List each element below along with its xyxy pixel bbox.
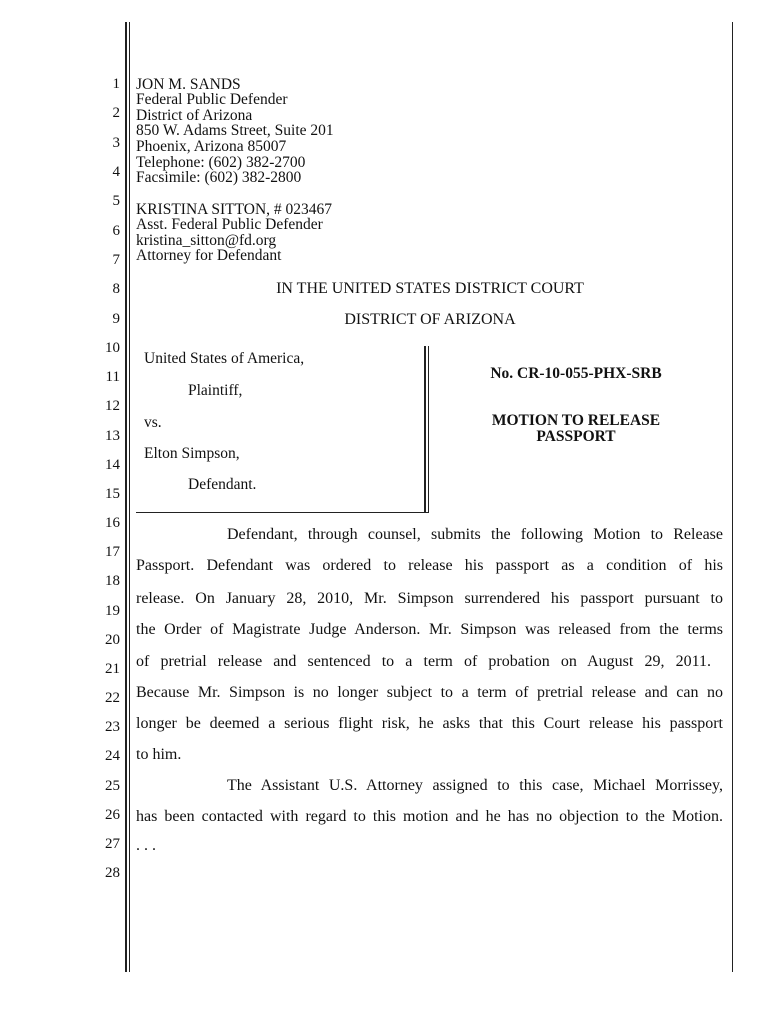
defender-name: JON M. SANDS [136,76,241,93]
attorney-name: KRISTINA SITTON, # 023467 [136,201,333,218]
attorney-title: Asst. Federal Public Defender [136,216,323,233]
line-number: 6 [112,223,120,239]
line-number: 5 [112,193,120,209]
motion-title-line1: MOTION TO RELEASE [491,412,661,429]
line-number: 8 [112,281,120,297]
line-number: 2 [112,105,120,121]
line-number: 21 [105,661,120,677]
defendant-label: Defendant. [188,476,257,493]
line-number: 1 [112,76,120,92]
line-number: 28 [105,865,120,881]
caption-bottom-rule [136,512,429,513]
defendant-name: Elton Simpson, [144,445,240,462]
left-margin-rule-outer [125,22,127,972]
caption-divider-inner [428,346,429,512]
defender-district: District of Arizona [136,107,253,124]
plaintiff-label: Plaintiff, [188,382,243,399]
facsimile: Facsimile: (602) 382-2800 [136,169,302,186]
paragraph-2-line: The Assistant U.S. Attorney assigned to this case, Michael Morrissey, [227,777,723,794]
line-number: 19 [105,603,120,619]
paragraph-1-line: of pretrial release and sentenced to a term of probation on August 29, 2011. [136,653,711,670]
court-name: IN THE UNITED STATES DISTRICT COURT [276,280,584,297]
line-number: 9 [112,311,120,327]
paragraph-1-line: Because Mr. Simpson is no longer subject to a term of pretrial release and can no [136,684,723,701]
line-number: 26 [105,807,120,823]
paragraph-1-line: the Order of Magistrate Judge Anderson. Mr. Simpson was released from the terms [136,621,723,638]
ellipsis: . . . [136,837,156,854]
motion-title-line2: PASSPORT [536,428,616,445]
line-number: 15 [105,486,120,502]
line-number: 23 [105,719,120,735]
attorney-role: Attorney for Defendant [136,247,282,264]
line-number: 10 [105,340,120,356]
attorney-email: kristina_sitton@fd.org [136,232,277,249]
line-number: 27 [105,836,120,852]
line-number: 11 [105,369,120,385]
line-number: 14 [105,457,120,473]
line-number: 16 [105,515,120,531]
telephone: Telephone: (602) 382-2700 [136,154,306,171]
line-number: 18 [105,573,120,589]
paragraph-1-line: to him. [136,746,182,763]
paragraph-1-line: Passport. Defendant was ordered to release his passport as a condition of his [136,557,723,574]
paragraph-1-line: longer be deemed a serious flight risk, he asks that this Court release his passport [136,715,723,732]
right-margin-rule [732,22,733,972]
line-number: 7 [112,252,120,268]
line-number: 22 [105,690,120,706]
defender-title: Federal Public Defender [136,91,288,108]
plaintiff-name: United States of America, [144,350,305,367]
caption-divider-outer [424,346,426,512]
paragraph-1-line: Defendant, through counsel, submits the following Motion to Release [227,526,723,543]
court-district: DISTRICT OF ARIZONA [344,311,516,328]
line-number: 4 [112,164,120,180]
line-number: 13 [105,428,120,444]
line-number: 17 [105,544,120,560]
case-number: No. CR-10-055-PHX-SRB [490,365,662,382]
line-number: 12 [105,398,120,414]
paragraph-1-line: release. On January 28, 2010, Mr. Simpson surrendered his passport pursuant to [136,590,723,607]
left-margin-rule-inner [129,22,130,972]
line-number: 24 [105,748,120,764]
street-address: 850 W. Adams Street, Suite 201 [136,122,334,139]
line-number: 25 [105,778,120,794]
line-number: 20 [105,632,120,648]
line-number: 3 [112,135,120,151]
versus: vs. [144,414,162,431]
city-address: Phoenix, Arizona 85007 [136,138,287,155]
paragraph-2-line: has been contacted with regard to this motion and he has no objection to the Motion. [136,808,723,825]
